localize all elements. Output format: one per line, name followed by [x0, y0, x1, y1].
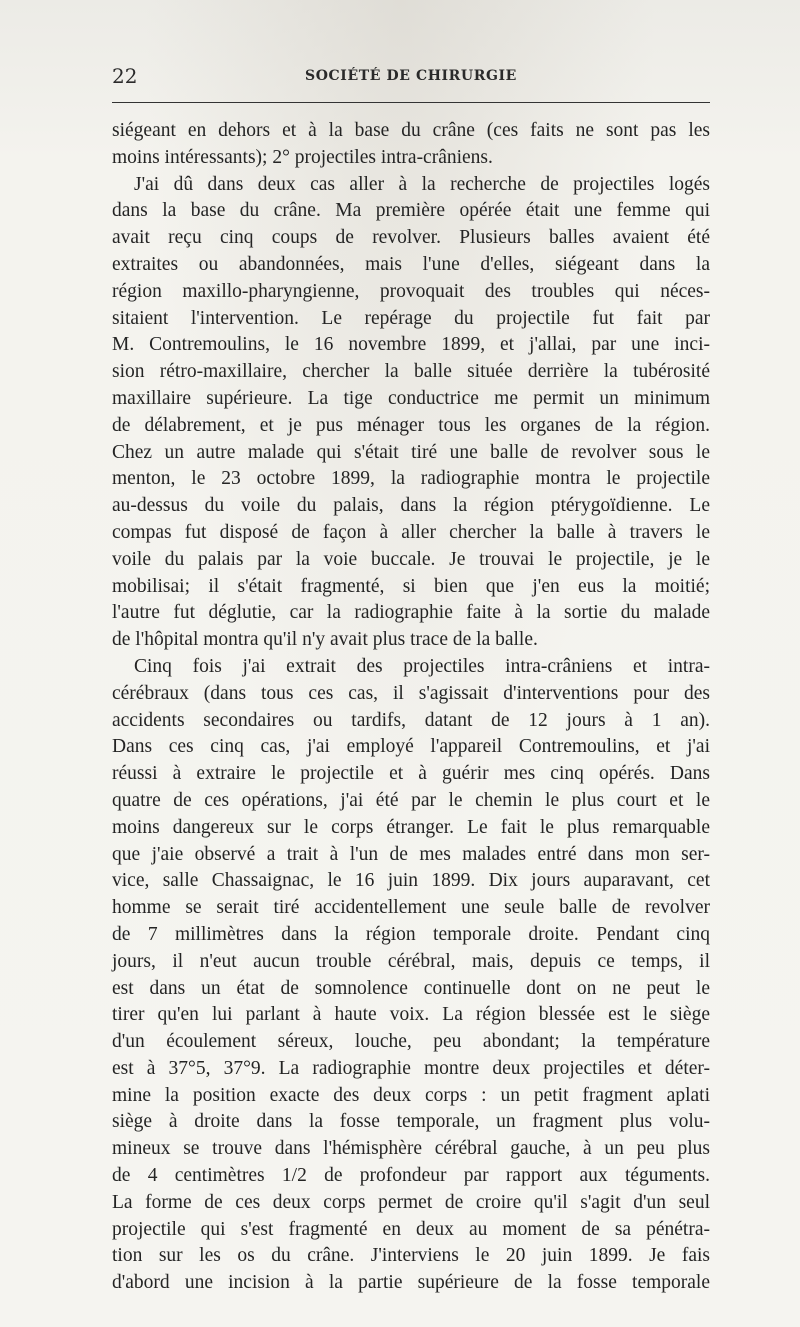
text-line: est à 37°5, 37°9. La radiographie montre deux projectiles et déter-	[112, 1057, 710, 1079]
text-line: compas fut disposé de façon à aller chercher la balle à travers le	[112, 521, 710, 543]
text-line: mineux se trouve dans l'hémisphère cérébral gauche, à un peu plus	[112, 1138, 710, 1160]
text-line: Dans ces cinq cas, j'ai employé l'appareil Contremoulins, et j'ai	[112, 736, 710, 758]
text-line: avait reçu cinq coups de revolver. Plusieurs balles avaient été	[112, 227, 710, 249]
text-line: jours, il n'eut aucun trouble cérébral, mais, depuis ce temps, il	[112, 950, 710, 972]
text-line: tirer qu'en lui parlant à haute voix. La région blessée est le siège	[112, 1004, 710, 1026]
text-line: de délabrement, et je pus ménager tous les organes de la région.	[112, 414, 710, 436]
text-line: réussi à extraire le projectile et à guérir mes cinq opérés. Dans	[112, 763, 710, 785]
text-line: région maxillo-pharyngienne, provoquait des troubles qui néces-	[112, 280, 710, 302]
paragraph-start-line: J'ai dû dans deux cas aller à la recherche de projectiles logés	[134, 173, 710, 195]
text-line: projectile qui s'est fragmenté en deux au moment de sa pénétra-	[112, 1218, 710, 1240]
text-line: Chez un autre malade qui s'était tiré une balle de revolver sous le	[112, 441, 710, 463]
text-line: moins intéressants); 2° projectiles intra-crâniens.	[112, 146, 493, 168]
text-line: l'autre fut déglutie, car la radiographie faite à la sortie du malade	[112, 602, 710, 624]
text-line: sion rétro-maxillaire, chercher la balle située derrière la tubérosité	[112, 361, 710, 383]
text-line: de 4 centimètres 1/2 de profondeur par rapport aux téguments.	[112, 1165, 710, 1187]
text-line: d'abord une incision à la partie supérieure de la fosse temporale	[112, 1272, 710, 1294]
text-line: menton, le 23 octobre 1899, la radiographie montra le projectile	[112, 468, 710, 490]
text-line: vice, salle Chassaignac, le 16 juin 1899. Dix jours auparavant, cet	[112, 870, 710, 892]
text-line: extraites ou abandonnées, mais l'une d'elles, siégeant dans la	[112, 253, 710, 275]
text-line: sitaient l'intervention. Le repérage du projectile fut fait par	[112, 307, 710, 329]
header-rule	[112, 102, 710, 103]
text-line: siège à droite dans la fosse temporale, un fragment plus volu-	[112, 1111, 710, 1133]
text-line: est dans un état de somnolence continuelle dont on ne peut le	[112, 977, 710, 999]
text-line: tion sur les os du crâne. J'interviens le 20 juin 1899. Je fais	[112, 1245, 710, 1267]
text-line: d'un écoulement séreux, louche, peu abondant; la température	[112, 1031, 710, 1053]
journal-title: SOCIÉTÉ DE CHIRURGIE	[305, 68, 517, 84]
text-line: mobilisai; il s'était fragmenté, si bien que j'en eus la moitié;	[112, 575, 710, 597]
text-line: siégeant en dehors et à la base du crâne (ces faits ne sont pas les	[112, 120, 710, 141]
text-line: homme se serait tiré accidentellement une seule balle de revolver	[112, 897, 710, 919]
text-line: de 7 millimètres dans la région temporale droite. Pendant cinq	[112, 923, 710, 945]
text-line: La forme de ces deux corps permet de croire qu'il s'agit d'un seul	[112, 1191, 710, 1213]
text-line: de l'hôpital montra qu'il n'y avait plus trace de la balle.	[112, 629, 538, 651]
running-head	[112, 62, 710, 92]
text-line: au-dessus du voile du palais, dans la région ptérygoïdienne. Le	[112, 495, 710, 517]
body-text	[112, 118, 710, 1297]
text-line: moins dangereux sur le corps étranger. Le fait le plus remarquable	[112, 816, 710, 838]
paragraph-start-line: Cinq fois j'ai extrait des projectiles intra-crâniens et intra-	[134, 655, 710, 677]
text-line: que j'aie observé a trait à l'un de mes malades entré dans mon ser-	[112, 843, 710, 865]
text-line: accidents secondaires ou tardifs, datant de 12 jours à 1 an).	[112, 709, 710, 731]
text-line: voile du palais par la voie buccale. Je trouvai le projectile, je le	[112, 548, 710, 570]
page-number: 22	[112, 64, 138, 88]
text-line: M. Contremoulins, le 16 novembre 1899, et j'allai, par une inci-	[112, 334, 710, 356]
text-line: dans la base du crâne. Ma première opérée était une femme qui	[112, 200, 710, 222]
text-line: quatre de ces opérations, j'ai été par le chemin le plus court et le	[112, 789, 710, 811]
text-line: mine la position exacte des deux corps : un petit fragment aplati	[112, 1084, 710, 1106]
text-line: cérébraux (dans tous ces cas, il s'agissait d'interventions pour des	[112, 682, 710, 704]
text-line: maxillaire supérieure. La tige conductrice me permit un minimum	[112, 387, 710, 409]
